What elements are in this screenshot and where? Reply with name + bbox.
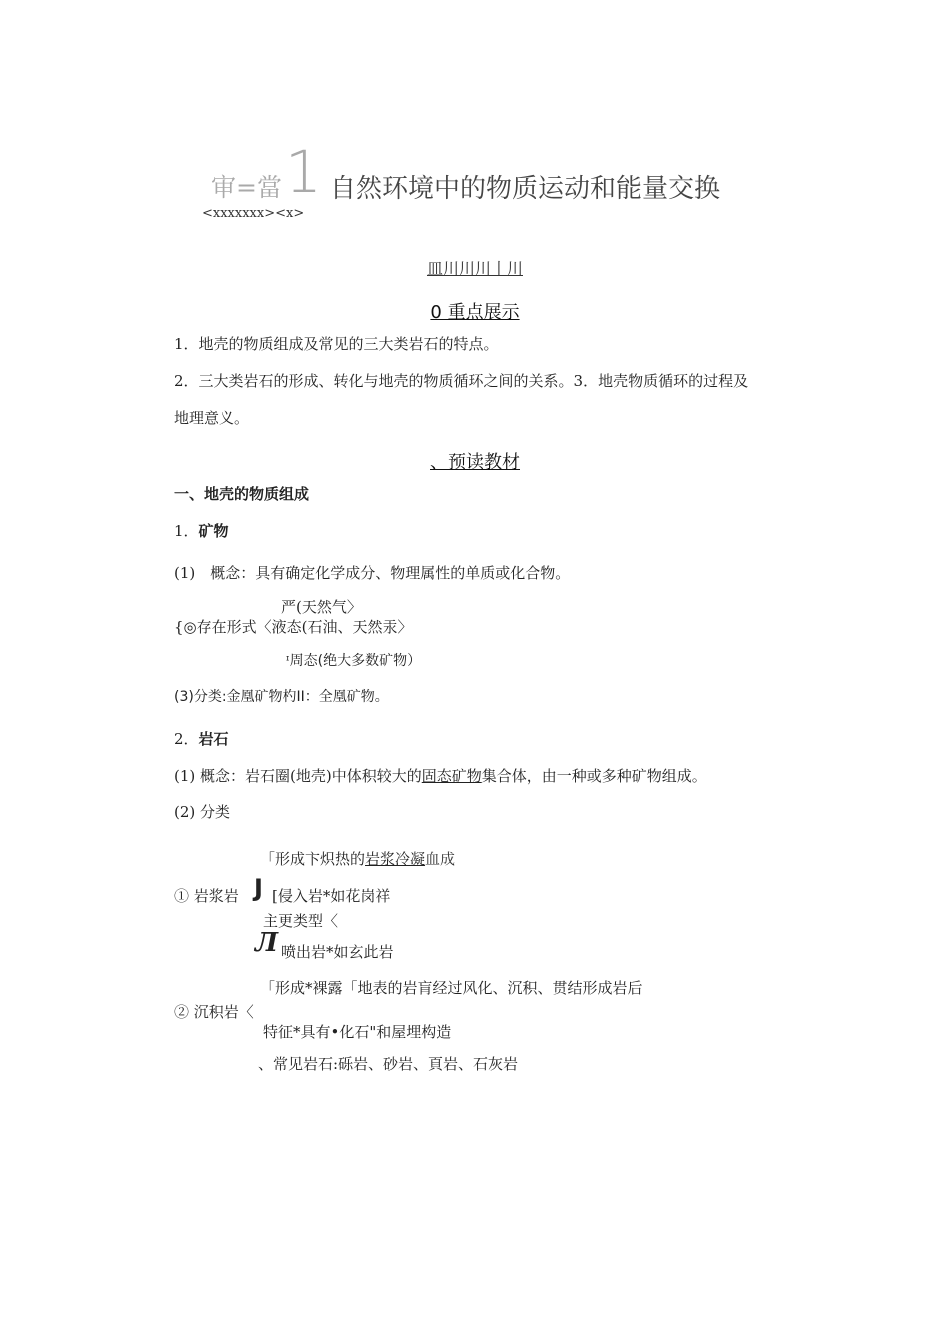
igneous-formation xyxy=(260,848,455,869)
rocks-concept-a: (1) 概念：岩石圈(地壳)中体积较大的 xyxy=(174,767,422,785)
minerals-title-text: 矿物 xyxy=(198,522,229,540)
minerals-form-main: {◎存在形式〈液态(石油、天然汞〉 xyxy=(174,618,413,636)
minerals-title xyxy=(174,520,229,541)
rocks-concept-underlined: 固态矿物 xyxy=(421,767,482,785)
sedimentary-formation: 「形成*裸露「地表的岩肓经过风化、沉积、贯结形成岩后 xyxy=(260,979,643,997)
rocks-title-num: 2． xyxy=(174,730,199,748)
sedimentary-common: 、常见岩石:砾岩、砂岩、頁岩、石灰岩 xyxy=(258,1055,519,1073)
rocks-concept-b: 集合体，由一种或多种矿物组成。 xyxy=(481,767,707,785)
preread-heading xyxy=(0,448,950,474)
minerals-classify: (3)分类:金凰矿物杓II：全凰矿物。 xyxy=(174,689,389,705)
key-point-1: 1．地壳的物质组成及常见的三大类岩石的特点。 xyxy=(174,335,499,353)
key-point-3: 地理意义。 xyxy=(174,409,250,427)
key-point-2: 2．三大类岩石的形成、转化与地壳的物质循环之间的关系。3．地壳物质循环的过程及 xyxy=(174,372,749,390)
minerals-form-gas: 严(天然气〉 xyxy=(281,598,362,616)
igneous-formation-b: 血成 xyxy=(425,850,456,868)
igneous-types: 主更类型〈 xyxy=(263,912,339,930)
chapter-title: 自然环境中的物质运动和能量交换 xyxy=(330,174,721,204)
decorative-line-text: 皿川川川丨川 xyxy=(426,259,523,278)
rocks-title xyxy=(174,728,229,749)
igneous-formation-underlined: 岩浆冷凝 xyxy=(365,850,426,868)
key-points-heading xyxy=(0,298,950,324)
rocks-title-text: 岩石 xyxy=(198,730,229,748)
igneous-formation-a: 「形成卞炽热的 xyxy=(260,850,366,868)
igneous-label: ① 岩浆岩 xyxy=(174,887,239,905)
sedimentary-label: ② 沉积岩〈 xyxy=(174,1003,254,1021)
key-points-heading-text: 0 重点展示 xyxy=(430,302,520,323)
rocks-concept xyxy=(174,765,707,786)
igneous-intrusive: [侵入岩*如花岗祥 xyxy=(272,887,391,905)
section1-title: 一、地壳的物质组成 xyxy=(174,485,310,503)
decorative-line xyxy=(0,256,950,279)
minerals-concept: (1) 概念：具有确定化学成分、物理属性的单质或化合物。 xyxy=(174,564,571,582)
rocks-classify: (2) 分类 xyxy=(174,803,231,821)
sedimentary-feature: 特征*具有•化石"和屋埋构造 xyxy=(263,1023,452,1041)
preread-heading-text: 、预读教材 xyxy=(430,452,520,473)
minerals-form-solid: ᶦ周态(绝大多数矿物） xyxy=(286,653,422,669)
igneous-extrusive: 喷出岩*如玄此岩 xyxy=(281,943,394,961)
chapter-number: 1 xyxy=(285,138,322,206)
minerals-title-num: 1． xyxy=(174,522,199,540)
chapter-subtitle: <xxxxxxx><x> xyxy=(202,206,305,221)
igneous-bracket-bottom: Л xyxy=(255,928,278,958)
igneous-bracket-top: J xyxy=(254,874,263,902)
chapter-prefix: 审=當 xyxy=(211,173,282,202)
